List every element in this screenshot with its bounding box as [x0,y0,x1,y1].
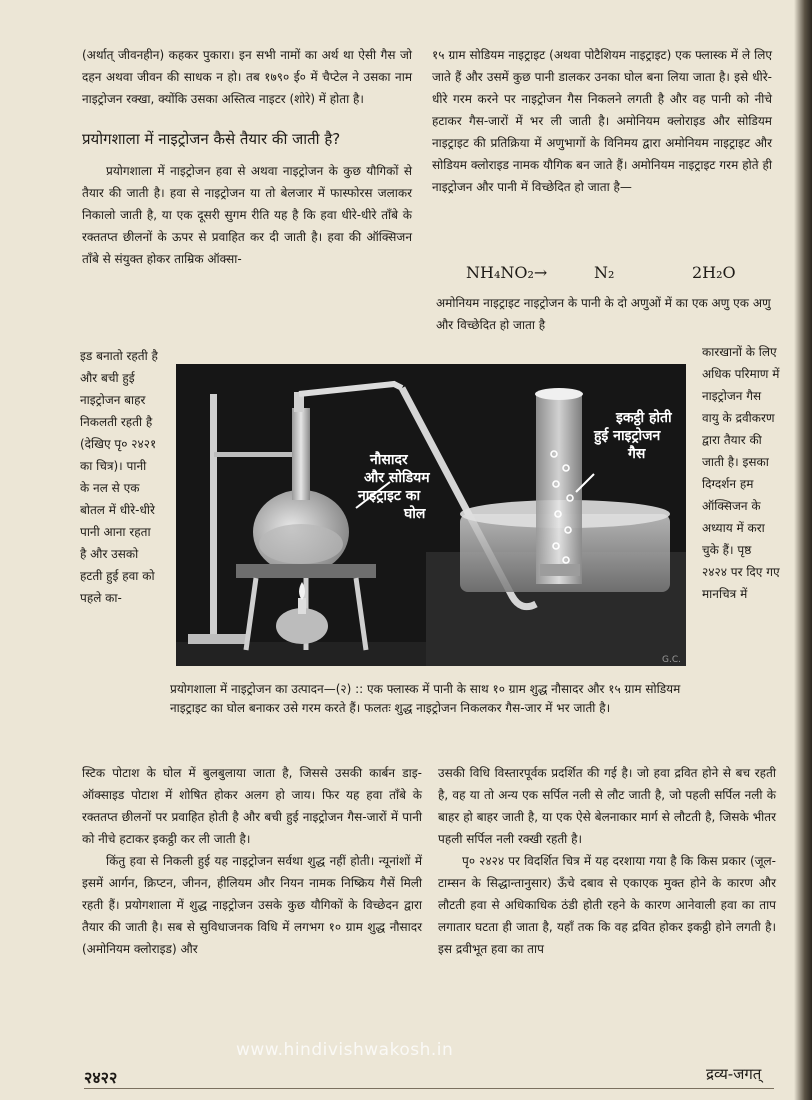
paragraph: कारखानों के लिए अधिक परिमाण में नाइट्रोजन गैस वायु के द्रवीकरण द्वारा तैयार की जाती है। इसका दिग्दर्शन हम ऑक्सिजन के अध्याय में करा चुके हैं। पृष्ठ २४२४ पर दिए गए मानचित्र में [702,345,780,601]
running-title: द्रव्य-जगत् [706,1065,762,1083]
right-column-top [432,44,772,198]
paragraph: इड बनातो रहती है और बची हुई नाइट्रोजन बाहर निकलती रहती है (देखिए पृ० २४२१ का चित्र)। पानी के नल से एक बोतल में धीरे-धीरे पानी आना रहता है और उसको हटती हुई हवा को पहले का- [80,349,158,605]
watermark: www.hindivishwakosh.in [236,1040,454,1060]
paragraph: उसकी विधि विस्तारपूर्वक प्रदर्शित की गई है। जो हवा द्रवित होने से बच रहती है, वह या तो अन्य एक सर्पिल नली से लौट जाती है, जो पहली सर्पिल नली के बाहर हो बाहर जाती है, या एक ऐसे बेलनाकार मार्ग से लौटती है, जिसके भीतर पहली सर्पिल नली रक्खी रहती है। [438,766,776,846]
apparatus-illustration [176,364,686,666]
chemical-equation [466,263,766,289]
equation-caption: अमोनियम नाइट्राइट नाइट्रोजन के पानी के दो अणुओं में का एक अणु एक अणु और विच्छेदित हो जाता है [436,296,771,332]
figure-caption: प्रयोगशाला में नाइट्रोजन का उत्पादन—(२) :: एक फ्लास्क में पानी के साथ १० ग्राम शुद्ध नौसादर और १५ ग्राम सोडियम नाइट्राइट का घोल बनाकर उसे गरम करते हैं। फलतः शुद्ध नाइट्रोजन निकलकर गैस-जार में भर जाती है। [170,682,681,715]
label-flask-solution: नौसादर और सोडियम नाइट्राइट का घोल [358,452,430,522]
section-heading: प्रयोगशाला में नाइट्रोजन कैसे तैयार की जाती है? [82,130,341,148]
page-number: २४२२ [84,1068,118,1087]
gas-jar [536,394,582,584]
wire-gauze [236,564,376,578]
paragraph: स्टिक पोटाश के घोल में बुलबुलाया जाता है, जिससे उसकी कार्बन डाइ-ऑक्साइड पोटाश में शोषित होकर अलग हो जाय। फिर यह हवा ताँबे के रक्ततप्त छीलनों पर प्रवाहित होती है और बची हुई नाइट्रोजन गैस-जारों में पानी को नीचे हटाकर इकट्ठी कर ली जाती है। [82,766,422,846]
equation-product-nitrogen: N₂ [594,263,615,282]
equation-product-water: 2H₂O [692,263,736,282]
paragraph: पृ० २४२४ पर विदर्शित चित्र में यह दरशाया गया है कि किस प्रकार (जूल-टाम्सन के सिद्धान्तानुसार) ऊँचे दबाव से एकाएक मुक्त होने के कारण और लौटती हवा से अधिकाधिक ठंडी होती रहने के कारण आनेवाली हवा का ताप लगातार घटता ही जाता है, यहाँ तक कि वह द्रवित होकर इकट्ठी होने लगती है। इस द्रवीभूत हवा का ताप [438,854,776,956]
book-spine-edge [794,0,812,1100]
apparatus-drawing [176,364,686,666]
paragraph: (अर्थात् जीवनहीन) कहकर पुकारा। इन सभी नामों का अर्थ था ऐसी गैस जो दहन अथवा जीवन की साधक न हो। तब १७९० ई० में चैप्टेल ने उसका नाम नाइट्रोजन रक्खा, क्योंकि उसका अस्तित्व नाइटर (शोरे) में होता है। [82,48,412,106]
footer-rule [84,1088,774,1089]
paragraph: किंतु हवा से निकली हुई यह नाइट्रोजन सर्वथा शुद्ध नहीं होती। न्यूनांशों में इसमें आर्गन, क्रिप्टन, जीनन, हीलियम और नियन नामक निष्क्रिय गैसें मिली रहती हैं। प्रयोगशाला में शुद्ध नाइट्रोजन उसके कुछ यौगिकों के विच्छेदन द्वारा तैयार की जाती है। सब से सुविधाजनक विधि में लगभग १० ग्राम शुद्ध नौसादर (अमोनियम क्लोराइड) और [82,854,422,956]
paragraph: १५ ग्राम सोडियम नाइट्राइट (अथवा पोटैशियम नाइट्राइट) एक फ्लास्क में ले लिए जाते हैं और उसमें कुछ पानी डालकर उनका घोल बना लिया जाता है। इसे धीरे-धीरे गरम करने पर नाइट्रोजन गैस निकलने लगती है और वह पानी को नीचे हटाकर गैस-जारों में भर ली जाती है। अमोनियम क्लोराइड और सोडियम नाइट्राइट की प्रतिक्रिया में अणुभागों के विनिमय द्वारा अमोनियम नाइट्राइट और सोडियम क्लोराइड नामक यौगिक बन जाते हैं। अमोनियम नाइट्राइट गरम होते ही नाइट्रोजन और पानी में विच्छेदित हो जाता है— [432,48,772,194]
artist-mark: G.C. [662,655,681,665]
left-narrow-column [80,345,158,609]
label-nitrogen-gas: इकट्ठी होती हुई नाइट्रोजन गैस [594,410,672,462]
right-column-bottom [438,762,776,960]
stand-rod [210,394,217,640]
left-column-top [82,44,412,270]
stand-base [188,634,248,644]
paragraph: प्रयोगशाला में नाइट्रोजन हवा से अथवा नाइट्रोजन के कुछ यौगिकों से तैयार की जाती है। हवा से नाइट्रोजन या तो बेलजार में फास्फोरस जलाकर निकालो जाती है, या एक दूसरी सुगम रीति यह है कि हवा धीरे-धीरे ताँबे के रक्ततप्त छीलनों के ऊपर से प्रवाहित कर दी जाती है। हवा की ऑक्सिजन ताँबे से संयुक्त होकर ताम्रिक ऑक्सा- [82,164,412,266]
left-column-bottom [82,762,422,960]
equation-reactant: NH₄NO₂→ [466,263,548,282]
right-narrow-column [702,341,780,605]
